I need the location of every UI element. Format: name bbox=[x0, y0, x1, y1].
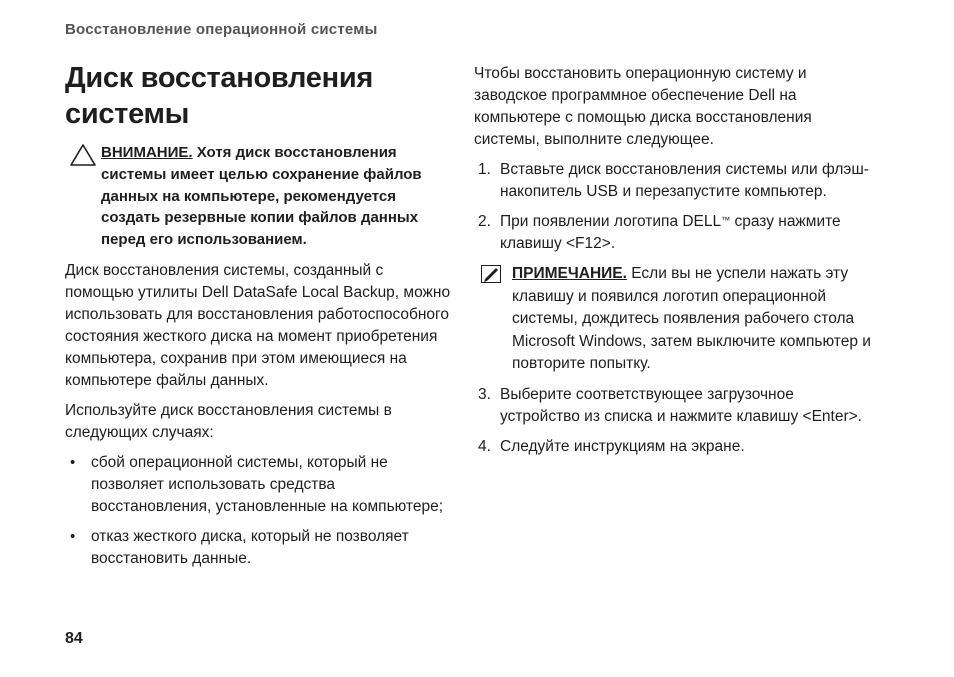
step-text-before: При появлении логотипа DELL bbox=[500, 213, 722, 230]
step-text: Следуйте инструкциям на экране. bbox=[500, 437, 745, 455]
warning-box bbox=[65, 142, 453, 251]
running-header: Восстановление операционной системы bbox=[65, 21, 378, 38]
paragraph-intro: Чтобы восстановить операционную систему и заводское программное обеспечение Dell на компьютере с помощью диска восстановления системы, выполните следующее. bbox=[474, 65, 812, 148]
steps-list-continued bbox=[474, 384, 874, 458]
step-item bbox=[474, 384, 874, 428]
list-item-text: сбой операционной системы, который не позволяет использовать средства восстановления, установленные на компьютере; bbox=[91, 453, 444, 515]
step-number: 4. bbox=[478, 437, 491, 455]
right-column bbox=[474, 63, 874, 466]
step-text: Вставьте диск восстановления системы или флэш-накопитель USB и перезапустите компьютер. bbox=[500, 161, 869, 200]
title-line-1: Диск восстановления bbox=[65, 62, 373, 94]
paragraph-use-cases: Используйте диск восстановления системы в следующих случаях: bbox=[65, 401, 392, 441]
page-number: 84 bbox=[65, 630, 83, 647]
left-column bbox=[65, 60, 453, 578]
warning-triangle-icon bbox=[69, 143, 97, 167]
step-item bbox=[474, 211, 874, 255]
step-item bbox=[474, 159, 874, 203]
note-box bbox=[474, 263, 874, 376]
list-item bbox=[65, 452, 453, 518]
warning-label: ВНИМАНИЕ. bbox=[101, 144, 193, 161]
trademark-symbol: ™ bbox=[721, 215, 731, 225]
step-text-after: сразу нажмите клавишу <F12>. bbox=[500, 213, 841, 252]
steps-list bbox=[474, 159, 874, 255]
step-number: 2. bbox=[478, 213, 491, 230]
use-case-list bbox=[65, 452, 453, 570]
warning-text bbox=[101, 142, 453, 251]
title-line-2: системы bbox=[65, 98, 190, 130]
note-label: ПРИМЕЧАНИЕ. bbox=[512, 265, 627, 282]
warning-body: Хотя диск восстановления системы имеет целью сохранение файлов данных на компьютере, рекомендуется создать резервные копии файлов данных перед его использованием. bbox=[101, 144, 422, 249]
step-text: Выберите соответствующее загрузочное устройство из списка и нажмите клавишу <Enter>. bbox=[500, 385, 862, 425]
section-title bbox=[65, 60, 453, 132]
list-item-text: отказ жесткого диска, который не позволяет восстановить данные. bbox=[91, 527, 409, 567]
note-text bbox=[512, 263, 874, 376]
step-number: 3. bbox=[478, 385, 491, 403]
list-item bbox=[65, 526, 453, 570]
paragraph-description: Диск восстановления системы, созданный с помощью утилиты Dell DataSafe Local Backup, можно использовать для восстановления работоспособного состояния жесткого диска на момент приобретения компьютера, сохранив при этом имеющиеся на компьютере файлы данных. bbox=[65, 261, 451, 389]
step-number: 1. bbox=[478, 161, 491, 178]
bullet-icon: • bbox=[70, 453, 76, 471]
bullet-icon: • bbox=[70, 527, 76, 545]
step-item bbox=[474, 436, 874, 458]
pencil-note-icon bbox=[481, 265, 501, 283]
note-body: Если вы не успели нажать эту клавишу и появился логотип операционной системы, дождитесь появления рабочего стола Microsoft Windows, затем выключите компьютер и повторите попытку. bbox=[512, 265, 871, 372]
